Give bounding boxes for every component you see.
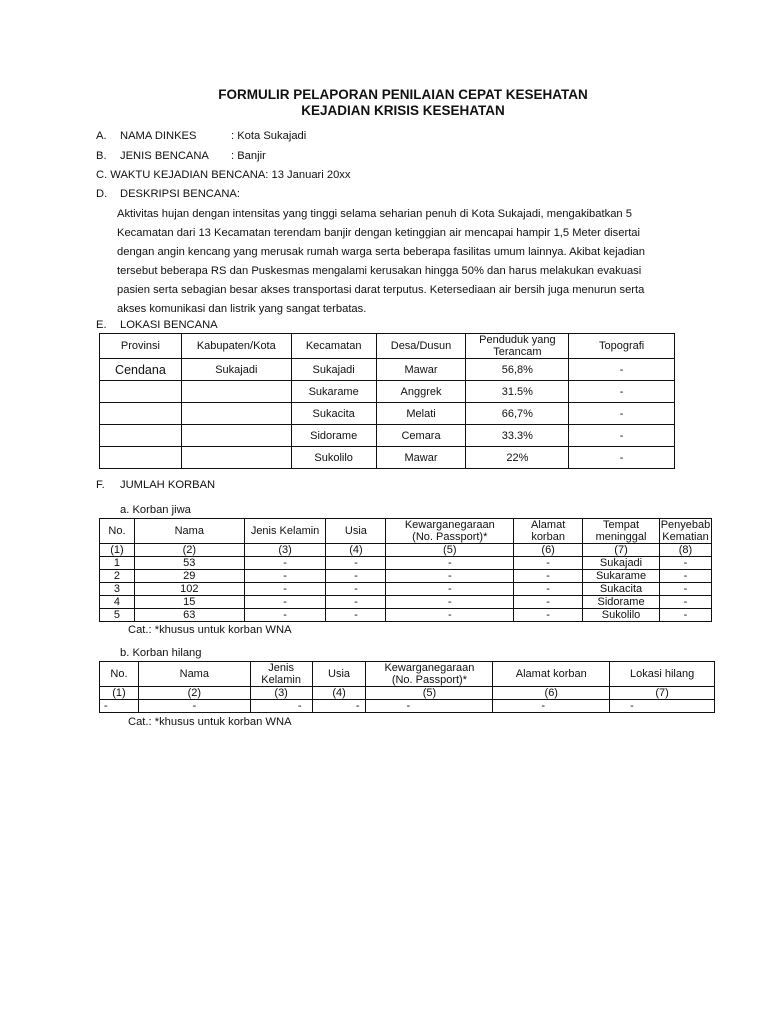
cell: - (386, 583, 514, 596)
cell: - (514, 609, 583, 622)
cell: - (569, 359, 675, 381)
cell: (4) (312, 687, 366, 700)
header-cell: Topografi (569, 334, 675, 359)
header-line: (No. Passport)* (391, 674, 468, 686)
form-title: FORMULIR PELAPORAN PENILAIAN CEPAT KESEHATAN (218, 87, 588, 102)
description-line: dengan angin kencang yang merusak rumah warga serta beberapa fasilitas umum lainnya. Akibat kejadian (117, 246, 645, 258)
header-cell: Desa/Dusun (376, 334, 466, 359)
header-cell: Usia (312, 662, 366, 687)
table-header-row (100, 334, 675, 359)
header-line: korban (531, 531, 565, 543)
cell: (6) (493, 687, 610, 700)
korban-hilang-note: Cat.: *khusus untuk korban WNA (128, 716, 292, 728)
cell: (5) (386, 544, 514, 557)
header-cell: Nama (134, 519, 244, 544)
header-line: Terancam (493, 346, 542, 358)
cell: (1) (100, 544, 135, 557)
cell: - (326, 570, 386, 583)
description-paragraph (117, 205, 677, 319)
cell (100, 381, 182, 403)
cell: (7) (610, 687, 715, 700)
header-line: Kewarganegaraan (384, 662, 475, 674)
cell: Sukajadi (181, 359, 291, 381)
cell: 2 (100, 570, 135, 583)
lokasi-table (99, 333, 675, 469)
cell: Sukacita (583, 583, 660, 596)
cell: - (514, 557, 583, 570)
cell: - (386, 596, 514, 609)
cell: 4 (100, 596, 135, 609)
header-cell (466, 334, 569, 359)
header-line: Kematian (662, 531, 709, 543)
item-d-letter: D. (96, 188, 108, 200)
cell: - (244, 609, 326, 622)
cell: 15 (134, 596, 244, 609)
cell: - (326, 596, 386, 609)
table-row (100, 425, 675, 447)
cell: (1) (100, 687, 139, 700)
item-b-label: JENIS BENCANA (120, 150, 209, 162)
cell: - (659, 583, 711, 596)
table-row (100, 359, 675, 381)
header-cell: No. (100, 662, 139, 687)
header-cell (250, 662, 312, 687)
cell (100, 403, 182, 425)
item-a-label: NAMA DINKES (120, 130, 197, 142)
cell: - (386, 570, 514, 583)
table-row (100, 609, 712, 622)
cell: - (514, 570, 583, 583)
cell: - (569, 403, 675, 425)
cell: - (100, 700, 139, 713)
cell (181, 403, 291, 425)
cell: - (659, 570, 711, 583)
cell: (2) (134, 544, 244, 557)
form-subtitle: KEJADIAN KRISIS KESEHATAN (301, 103, 505, 118)
header-cell: Kecamatan (291, 334, 376, 359)
item-e-letter: E. (96, 319, 107, 331)
cell: - (366, 700, 493, 713)
cell: - (386, 557, 514, 570)
cell: - (312, 700, 366, 713)
header-cell: No. (100, 519, 135, 544)
cell: - (659, 609, 711, 622)
header-cell (583, 519, 660, 544)
cell: Mawar (376, 447, 466, 469)
item-f-label: JUMLAH KORBAN (120, 479, 216, 491)
cell: - (659, 596, 711, 609)
header-line: Kelamin (261, 674, 301, 686)
cell (181, 447, 291, 469)
cell: - (610, 700, 715, 713)
header-cell: Usia (326, 519, 386, 544)
cell: Sukolilo (583, 609, 660, 622)
cell: 29 (134, 570, 244, 583)
cell: - (244, 557, 326, 570)
cell: Anggrek (376, 381, 466, 403)
cell: - (514, 583, 583, 596)
cell: 53 (134, 557, 244, 570)
cell: - (569, 447, 675, 469)
table-row (100, 583, 712, 596)
cell: - (244, 570, 326, 583)
cell: (6) (514, 544, 583, 557)
table-row (100, 447, 675, 469)
cell: - (326, 583, 386, 596)
cell: 1 (100, 557, 135, 570)
cell: - (569, 425, 675, 447)
cell: 66,7% (466, 403, 569, 425)
cell: 33.3% (466, 425, 569, 447)
header-cell: Provinsi (100, 334, 182, 359)
numbering-row (100, 544, 712, 557)
header-cell (659, 519, 711, 544)
cell: 3 (100, 583, 135, 596)
table-header-row (100, 519, 712, 544)
item-b-letter: B. (96, 150, 107, 162)
table-row (100, 596, 712, 609)
korban-jiwa-note: Cat.: *khusus untuk korban WNA (128, 624, 292, 636)
header-line: Jenis (268, 662, 294, 674)
header-line: Tempat (602, 519, 640, 531)
cell: 102 (134, 583, 244, 596)
cell: (4) (326, 544, 386, 557)
table-row (100, 381, 675, 403)
cell: Cemara (376, 425, 466, 447)
cell: Sukolilo (291, 447, 376, 469)
cell: Melati (376, 403, 466, 425)
table-row (100, 403, 675, 425)
cell: Sidorame (583, 596, 660, 609)
item-a-letter: A. (96, 130, 107, 142)
description-line: akses komunikasi dan listrik yang sangat terbatas. (117, 303, 367, 315)
cell: 31.5% (466, 381, 569, 403)
description-line: Aktivitas hujan dengan intensitas yang tinggi selama seharian penuh di Kota Sukajadi, mengakibatkan 5 (117, 208, 632, 220)
cell: - (493, 700, 610, 713)
header-line: Kewarganegaraan (404, 519, 495, 531)
cell: 5 (100, 609, 135, 622)
header-cell (514, 519, 583, 544)
table-row (100, 557, 712, 570)
korban-hilang-title: b. Korban hilang (120, 647, 202, 659)
cell: - (659, 557, 711, 570)
description-line: Kecamatan dari 13 Kecamatan terendam banjir dengan ketinggian air mencapai hampir 1,5 Meter disertai (117, 227, 641, 239)
item-b-value: : Banjir (231, 150, 266, 162)
header-line: Alamat (531, 519, 566, 531)
cell: (7) (583, 544, 660, 557)
cell (100, 447, 182, 469)
cell (181, 425, 291, 447)
cell: (8) (659, 544, 711, 557)
description-line: pasien serta sebagian besar akses transportasi darat terputus. Ketersediaan air bersih juga menurun serta (117, 284, 645, 296)
cell (100, 425, 182, 447)
cell: - (250, 700, 312, 713)
korban-hilang-table (99, 661, 715, 713)
header-line: (No. Passport)* (412, 531, 488, 543)
cell: 22% (466, 447, 569, 469)
cell: - (514, 596, 583, 609)
cell: Mawar (376, 359, 466, 381)
korban-jiwa-title: a. Korban jiwa (120, 504, 191, 516)
header-cell: Lokasi hilang (610, 662, 715, 687)
cell: - (386, 609, 514, 622)
cell: Cendana (100, 359, 182, 381)
cell: (3) (244, 544, 326, 557)
description-line: tersebut beberapa RS dan Puskesmas mengalami kerusakan hingga 50% dan harus melakukan evakuasi (117, 265, 642, 277)
cell: 56,8% (466, 359, 569, 381)
item-c-text: C. WAKTU KEJADIAN BENCANA: 13 Januari 20xx (96, 169, 351, 181)
item-a-value: : Kota Sukajadi (231, 130, 307, 142)
cell: Sidorame (291, 425, 376, 447)
header-line: Penyebab (660, 519, 711, 531)
cell: - (138, 700, 250, 713)
cell: - (244, 583, 326, 596)
cell: (2) (138, 687, 250, 700)
header-cell: Alamat korban (493, 662, 610, 687)
numbering-row (100, 687, 715, 700)
item-d-label: DESKRIPSI BENCANA: (120, 188, 240, 200)
cell: (5) (366, 687, 493, 700)
header-cell: Kabupaten/Kota (181, 334, 291, 359)
header-cell: Nama (138, 662, 250, 687)
cell: Sukarame (291, 381, 376, 403)
header-line: Penduduk yang (479, 334, 556, 346)
cell: Sukajadi (291, 359, 376, 381)
cell: - (326, 557, 386, 570)
cell: - (569, 381, 675, 403)
table-header-row (100, 662, 715, 687)
korban-jiwa-table (99, 518, 712, 622)
cell: (3) (250, 687, 312, 700)
cell (181, 381, 291, 403)
header-line: meninggal (595, 531, 647, 543)
item-e-label: LOKASI BENCANA (120, 319, 218, 331)
item-f-letter: F. (96, 479, 105, 491)
header-cell (366, 662, 493, 687)
cell: Sukacita (291, 403, 376, 425)
cell: Sukajadi (583, 557, 660, 570)
table-row (100, 700, 715, 713)
header-cell (386, 519, 514, 544)
header-cell: Jenis Kelamin (244, 519, 326, 544)
cell: 63 (134, 609, 244, 622)
cell: - (244, 596, 326, 609)
cell: Sukarame (583, 570, 660, 583)
table-row (100, 570, 712, 583)
cell: - (326, 609, 386, 622)
